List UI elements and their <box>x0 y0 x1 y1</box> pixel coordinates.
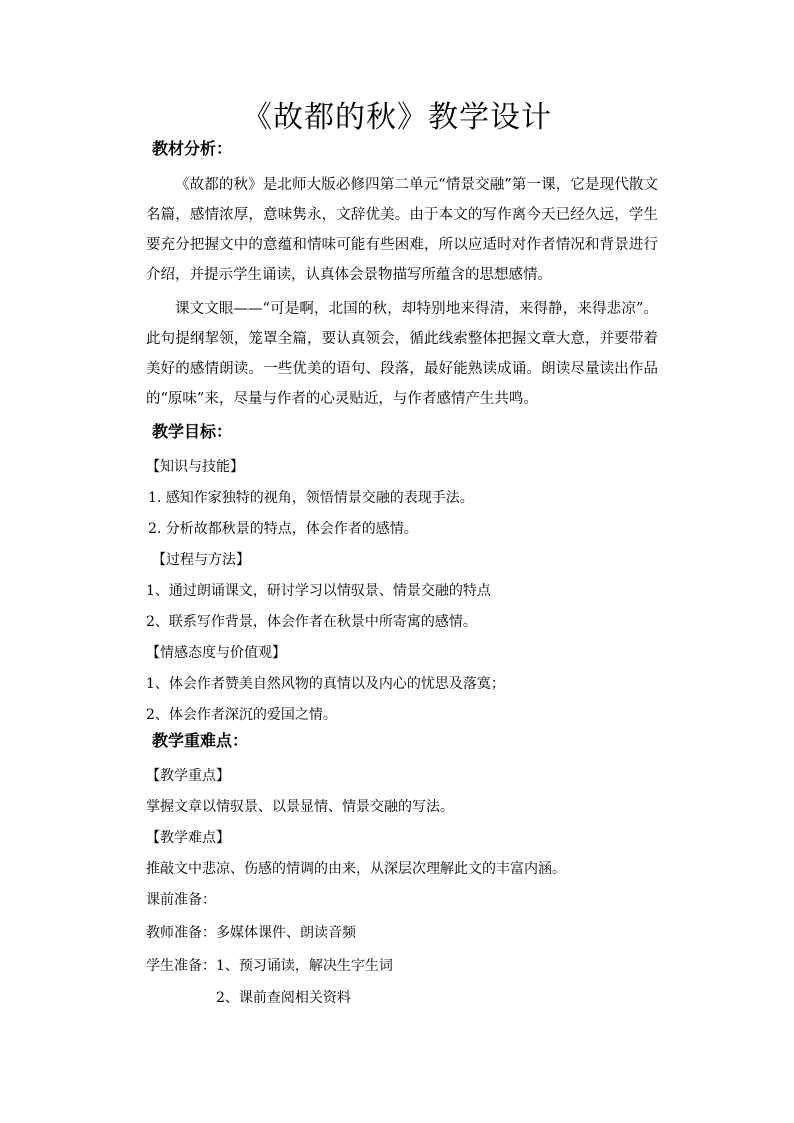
analysis-paragraph-2: 课文文眼——“可是啊，北国的秋，却特别地来得清，来得静，来得悲凉”。此句提纲挈领，笼罩全篇，要认真领会，循此线索整体把握文章大意，并要带着美好的感情朗读。一些优美的语句、段落，最好能熟读成诵。朗读尽量读出作品的“原味”来，尽量与作者的心灵贴近，与作者感情产生共鸣。 <box>146 301 658 407</box>
emotion-item-1: 1、体会作者赞美自然风物的真情以及内心的忧思及落寞； <box>146 676 505 692</box>
knowledge-item-2: 2. 分析故都秋景的特点，体会作者的感情。 <box>148 521 418 537</box>
key-text: 掌握文章以情驭景、以景显情、情景交融的写法。 <box>146 799 454 815</box>
difficult-label: 【教学难点】 <box>146 830 230 846</box>
student-prep-2: 2、课前查阅相关资料 <box>216 990 351 1006</box>
process-item-2: 2、联系写作背景，体会作者在秋景中所寄寓的感情。 <box>146 614 477 630</box>
prep-label: 课前准备： <box>146 892 216 908</box>
knowledge-item-1: 1. 感知作家独特的视角，领悟情景交融的表现手法。 <box>148 490 474 506</box>
goals-heading: 教学目标： <box>152 422 233 441</box>
difficult-text: 推敲文中悲凉、伤感的情调的由来，从深层次理解此文的丰富内涵。 <box>146 861 566 877</box>
student-prep-1: 学生准备：1、预习诵读，解决生字生词 <box>146 958 393 974</box>
emotion-item-2: 2、体会作者深沉的爱国之情。 <box>146 707 337 723</box>
analysis-heading: 教材分析： <box>152 139 233 158</box>
document-title: 《故都的秋》教学设计 <box>242 100 552 135</box>
analysis-paragraph-1: 《故都的秋》是北师大版必修四第二单元“情景交融”第一课，它是现代散文名篇，感情浓厚，意味隽永，文辞优美。由于本文的写作离今天已经久远，学生要充分把握文中的意蕴和情味可能有些困难，所以应适时对作者情况和背景进行介绍，并提示学生诵读，认真体会景物描写所蕴含的思想感情。 <box>146 177 658 283</box>
keypoints-heading: 教学重难点： <box>152 731 249 750</box>
knowledge-label: 【知识与技能】 <box>146 459 244 475</box>
emotion-label: 【情感态度与价值观】 <box>146 645 286 661</box>
teacher-prep: 教师准备：多媒体课件、朗读音频 <box>146 925 356 941</box>
key-label: 【教学重点】 <box>146 768 230 784</box>
process-label: 【过程与方法】 <box>152 552 250 568</box>
process-item-1: 1、通过朗诵课文，研讨学习以情驭景、情景交融的特点 <box>146 583 491 599</box>
